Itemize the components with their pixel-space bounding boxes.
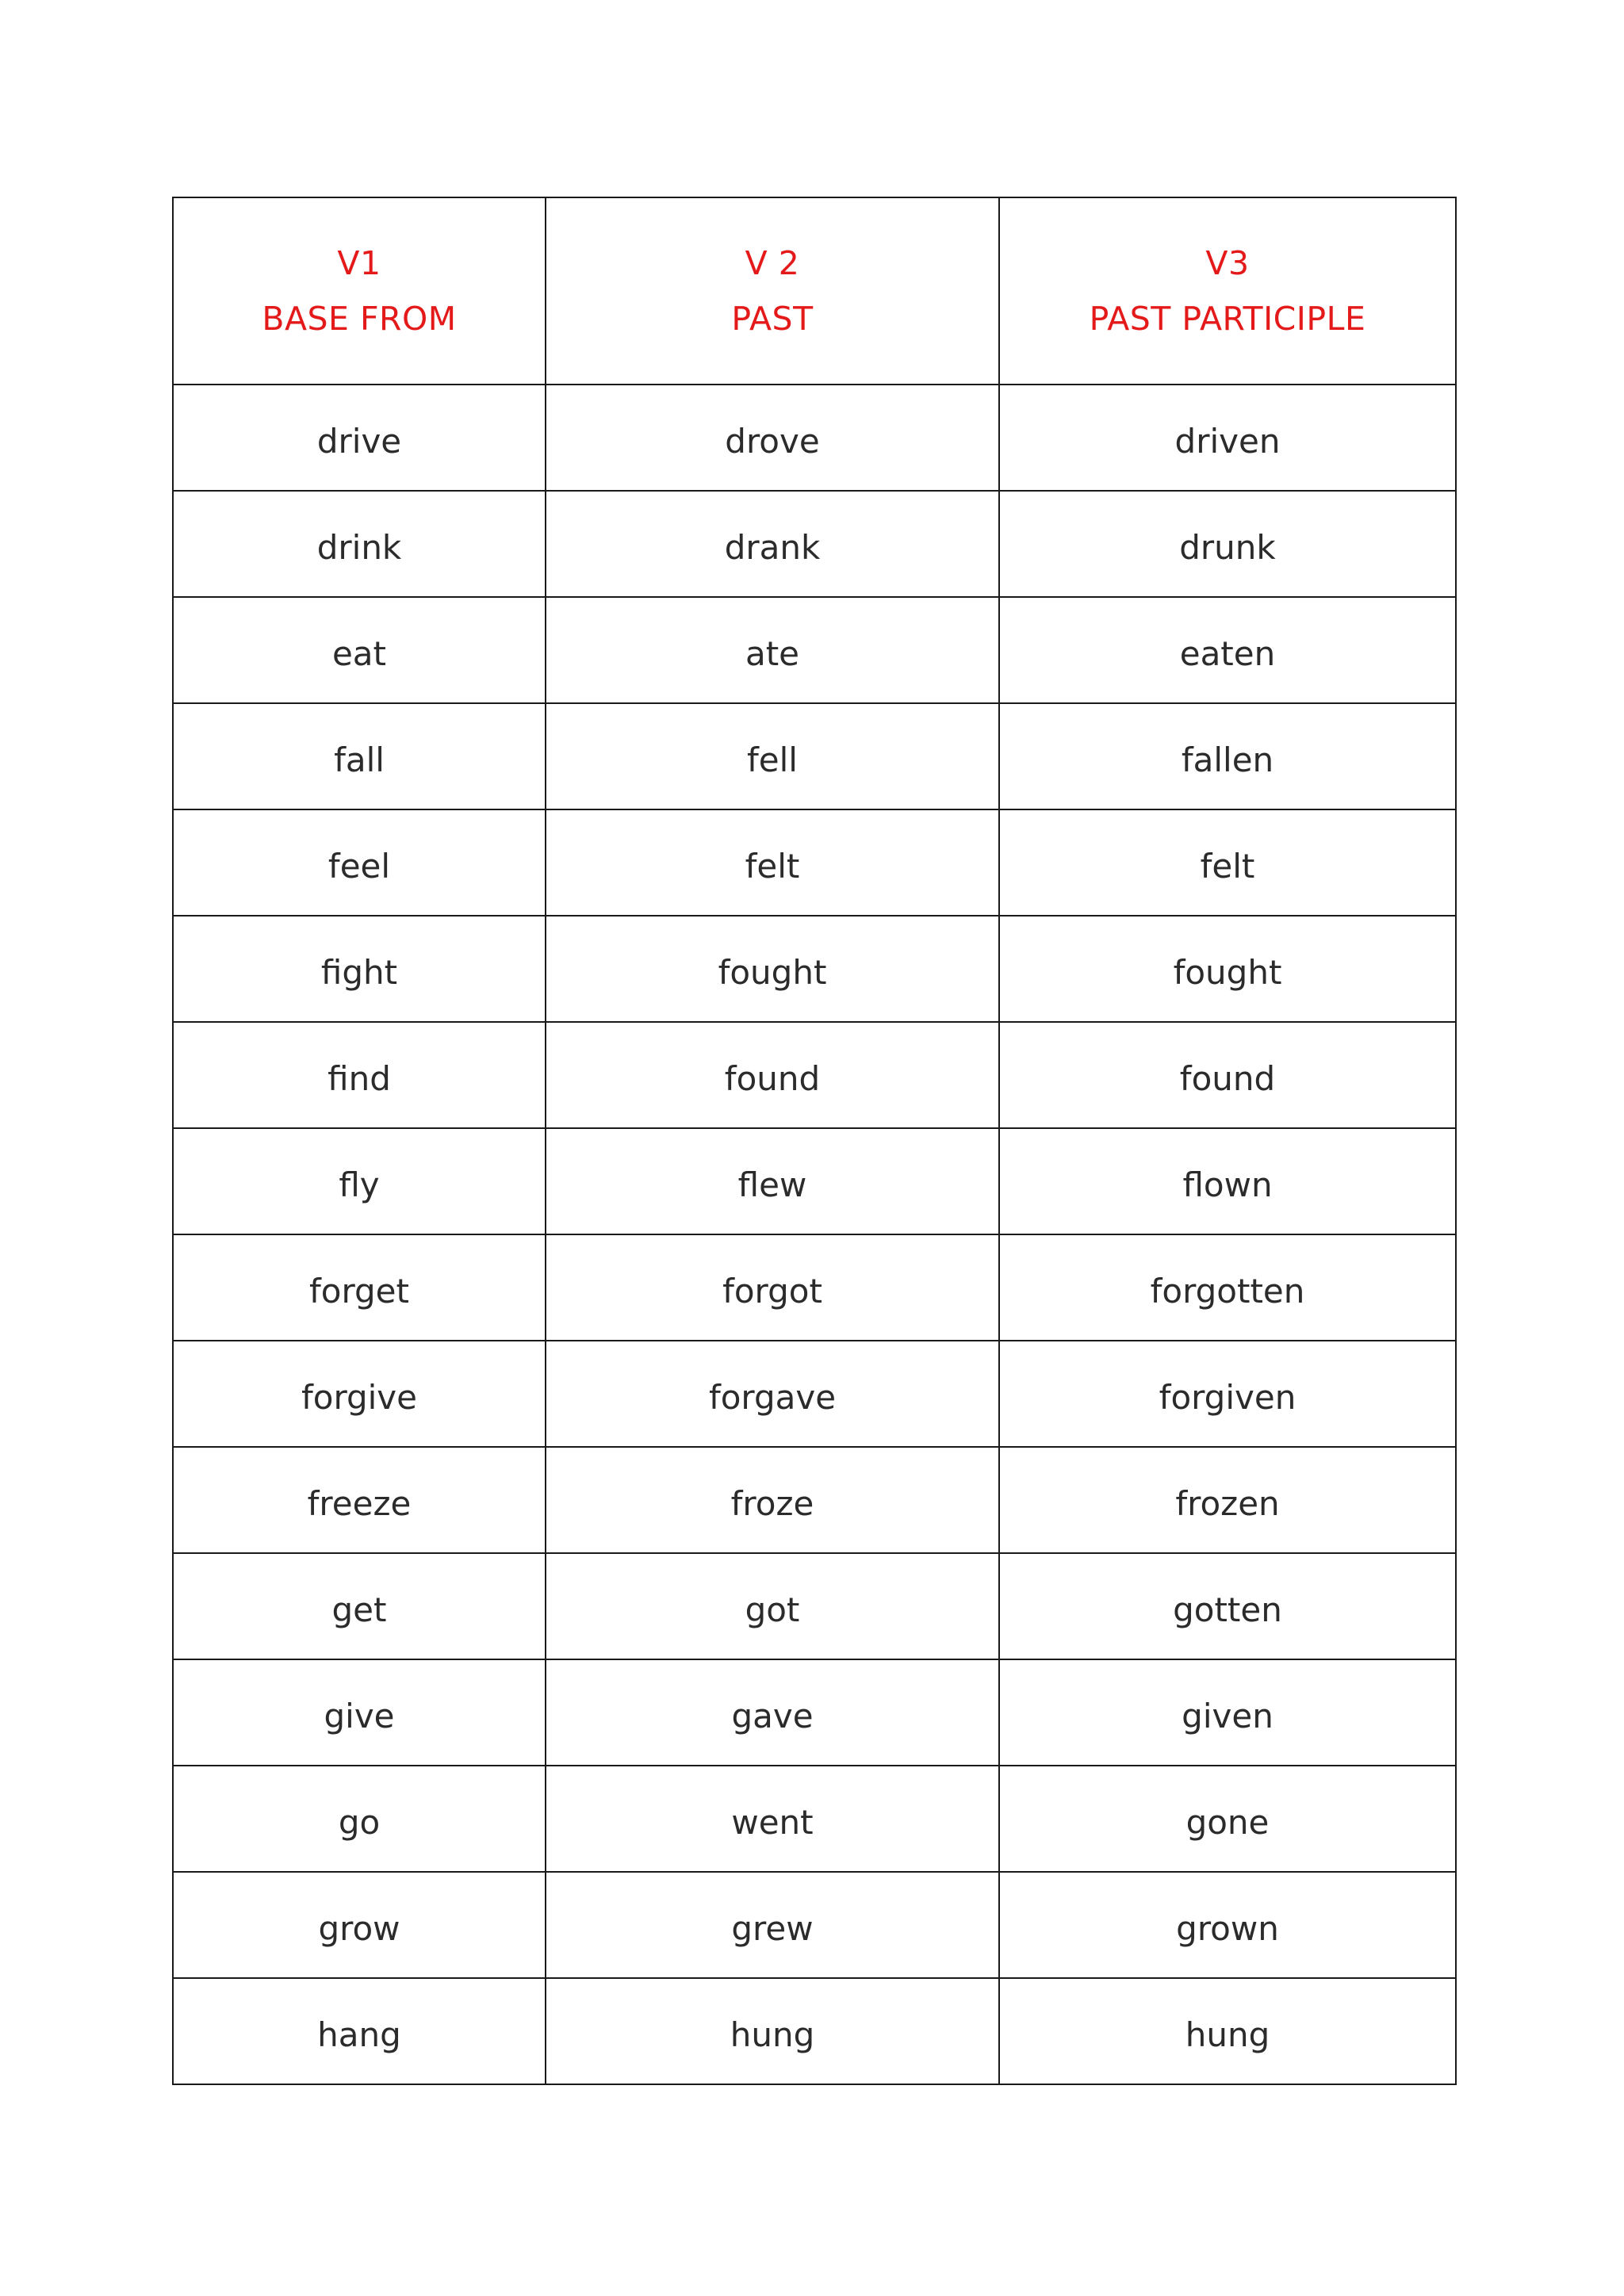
cell-text: feel <box>327 846 391 886</box>
cell-base-form <box>173 916 546 1022</box>
cell-text: forgave <box>708 1377 837 1417</box>
cell-past-participle <box>999 1234 1456 1341</box>
cell-past <box>546 1447 999 1553</box>
header-v2 <box>546 197 999 385</box>
table-row <box>173 1234 1456 1341</box>
cell-past-participle <box>999 1341 1456 1447</box>
cell-text: gotten <box>1173 1590 1282 1629</box>
cell-past <box>546 916 999 1022</box>
cell-base-form <box>173 1128 546 1234</box>
table-row <box>173 385 1456 491</box>
cell-base-form <box>173 1766 546 1872</box>
header-v3 <box>999 197 1456 385</box>
cell-base-form <box>173 597 546 703</box>
cell-past <box>546 1128 999 1234</box>
table-row <box>173 1978 1456 2084</box>
cell-base-form <box>173 809 546 916</box>
table-header-row <box>173 197 1456 385</box>
cell-text: go <box>338 1802 381 1842</box>
header-v2-label: PAST <box>731 300 814 338</box>
cell-past <box>546 1978 999 2084</box>
cell-text: felt <box>745 846 800 886</box>
cell-text: frozen <box>1175 1483 1280 1523</box>
cell-text: gave <box>731 1696 814 1735</box>
cell-base-form <box>173 491 546 597</box>
cell-past <box>546 1234 999 1341</box>
cell-past-participle <box>999 703 1456 809</box>
cell-text: fight <box>320 952 398 992</box>
cell-text: forgive <box>301 1377 418 1417</box>
cell-past-participle <box>999 385 1456 491</box>
cell-past-participle <box>999 1022 1456 1128</box>
cell-text: drank <box>724 527 821 567</box>
table-row <box>173 1553 1456 1659</box>
cell-base-form <box>173 1234 546 1341</box>
cell-base-form <box>173 703 546 809</box>
cell-text: grow <box>318 1908 400 1948</box>
cell-text: fall <box>334 740 385 779</box>
table-row <box>173 1447 1456 1553</box>
table-row <box>173 1659 1456 1766</box>
cell-text: forgiven <box>1159 1377 1297 1417</box>
cell-past-participle <box>999 1872 1456 1978</box>
cell-past <box>546 1872 999 1978</box>
cell-text: freeze <box>307 1483 412 1523</box>
cell-past <box>546 703 999 809</box>
table-row <box>173 491 1456 597</box>
irregular-verbs-table <box>172 197 1457 2085</box>
header-v2-code: V 2 <box>745 244 800 282</box>
cell-past-participle <box>999 1447 1456 1553</box>
cell-text: fallen <box>1181 740 1274 779</box>
cell-text: flew <box>737 1165 807 1204</box>
cell-text: give <box>324 1696 395 1735</box>
cell-text: found <box>724 1058 821 1098</box>
cell-base-form <box>173 1341 546 1447</box>
header-v1 <box>173 197 546 385</box>
cell-past-participle <box>999 916 1456 1022</box>
table-row <box>173 597 1456 703</box>
table-row <box>173 1341 1456 1447</box>
cell-past-participle <box>999 809 1456 916</box>
cell-text: forgot <box>722 1271 822 1311</box>
cell-past <box>546 1341 999 1447</box>
cell-text: grew <box>731 1908 814 1948</box>
cell-past-participle <box>999 1553 1456 1659</box>
cell-past <box>546 385 999 491</box>
cell-past <box>546 1659 999 1766</box>
cell-text: fell <box>747 740 798 779</box>
cell-past-participle <box>999 1978 1456 2084</box>
cell-text: given <box>1182 1696 1274 1735</box>
cell-text: eat <box>331 633 387 673</box>
cell-text: hang <box>317 2015 401 2054</box>
cell-text: forget <box>309 1271 409 1311</box>
table-row <box>173 703 1456 809</box>
cell-past-participle <box>999 1659 1456 1766</box>
cell-text: find <box>327 1058 391 1098</box>
cell-past <box>546 1766 999 1872</box>
cell-past-participle <box>999 491 1456 597</box>
cell-text: forgotten <box>1150 1271 1305 1311</box>
cell-text: went <box>731 1802 814 1842</box>
cell-text: fought <box>718 952 827 992</box>
cell-text: flown <box>1182 1165 1273 1204</box>
cell-text: drove <box>725 421 820 461</box>
table-row <box>173 916 1456 1022</box>
cell-text: drive <box>316 421 402 461</box>
table-row <box>173 1128 1456 1234</box>
cell-base-form <box>173 1872 546 1978</box>
cell-base-form <box>173 1553 546 1659</box>
header-v3-label: PAST PARTICIPLE <box>1089 300 1366 338</box>
header-v1-label: BASE FROM <box>262 300 457 338</box>
cell-past <box>546 1553 999 1659</box>
cell-text: froze <box>730 1483 814 1523</box>
cell-text: fly <box>339 1165 380 1204</box>
table-row <box>173 1022 1456 1128</box>
cell-past-participle <box>999 1766 1456 1872</box>
cell-text: felt <box>1200 846 1255 886</box>
table-row <box>173 1766 1456 1872</box>
cell-past <box>546 491 999 597</box>
cell-text: gone <box>1185 1802 1270 1842</box>
cell-text: ate <box>745 633 800 673</box>
cell-text: found <box>1179 1058 1276 1098</box>
cell-base-form <box>173 1659 546 1766</box>
cell-text: grown <box>1176 1908 1279 1948</box>
cell-text: eaten <box>1179 633 1276 673</box>
header-v3-code: V3 <box>1205 244 1250 282</box>
cell-base-form <box>173 385 546 491</box>
cell-base-form <box>173 1978 546 2084</box>
table-row <box>173 1872 1456 1978</box>
cell-text: drink <box>316 527 402 567</box>
cell-past-participle <box>999 1128 1456 1234</box>
cell-text: hung <box>1185 2015 1270 2054</box>
cell-text: hung <box>730 2015 815 2054</box>
cell-text: drunk <box>1179 527 1276 567</box>
cell-text: driven <box>1174 421 1281 461</box>
cell-text: get <box>331 1590 387 1629</box>
cell-past-participle <box>999 597 1456 703</box>
cell-base-form <box>173 1447 546 1553</box>
cell-past <box>546 1022 999 1128</box>
cell-text: got <box>745 1590 800 1629</box>
cell-past <box>546 597 999 703</box>
cell-base-form <box>173 1022 546 1128</box>
header-v1-code: V1 <box>337 244 381 282</box>
cell-past <box>546 809 999 916</box>
cell-text: fought <box>1173 952 1282 992</box>
table-row <box>173 809 1456 916</box>
